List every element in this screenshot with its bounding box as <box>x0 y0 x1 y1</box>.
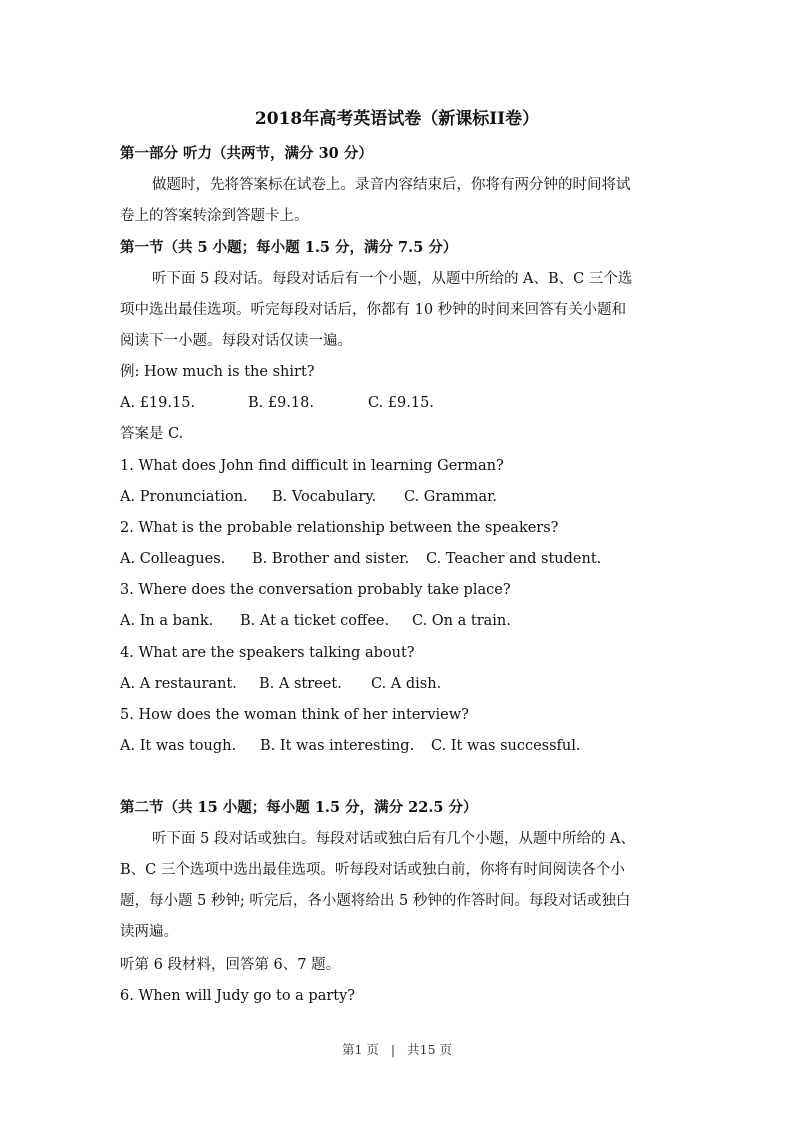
question-3-option-a: A. In a bank. <box>120 613 214 629</box>
question-2-option-c: C. Teacher and student. <box>426 551 602 567</box>
question-5-option-b: B. It was interesting. <box>260 738 415 754</box>
question-4-option-a: A. A restaurant. <box>120 676 237 692</box>
part1-heading: 第一部分 听力（共两节，满分 30 分） <box>120 145 373 162</box>
example-option-b: B. £9.18. <box>248 395 314 411</box>
question-2: 2. What is the probable relationship between the speakers? <box>120 520 559 536</box>
section2-heading: 第二节（共 15 小题；每小题 1.5 分，满分 22.5 分） <box>120 799 478 816</box>
question-2-option-b: B. Brother and sister. <box>252 551 410 567</box>
question-3-option-c: C. On a train. <box>412 613 511 629</box>
question-5-option-a: A. It was tough. <box>120 738 237 754</box>
section1-instruction-line-3: 阅读下一小题。每段对话仅读一遍。 <box>120 333 352 349</box>
section1-instruction-line-1: 听下面 5 段对话。每段对话后有一个小题，从题中所给的 A、B、C 三个选 <box>152 271 633 287</box>
question-4-option-b: B. A street. <box>259 676 342 692</box>
section2-instruction-line-3: 题，每小题 5 秒钟; 听完后，各小题将给出 5 秒钟的作答时间。每段对话或独白 <box>120 893 631 909</box>
question-6: 6. When will Judy go to a party? <box>120 988 356 1004</box>
example-question: 例: How much is the shirt? <box>120 364 315 380</box>
example-answer: 答案是 C. <box>120 426 184 442</box>
question-1-option-b: B. Vocabulary. <box>272 489 377 505</box>
page-footer <box>0 1040 794 1058</box>
question-1-option-a: A. Pronunciation. <box>120 489 248 505</box>
example-option-a: A. £19.15. <box>120 395 196 411</box>
part1-intro-line-2: 卷上的答案转涂到答题卡上。 <box>120 208 309 224</box>
question-1: 1. What does John find difficult in learning German? <box>120 458 504 474</box>
section1-instruction-line-2: 项中选出最佳选项。听完每段对话后，你都有 10 秒钟的时间来回答有关小题和 <box>120 302 627 318</box>
section2-instruction-line-4: 读两遍。 <box>120 924 178 940</box>
question-5: 5. How does the woman think of her interview? <box>120 707 469 723</box>
footer-separator: | <box>390 1042 396 1057</box>
material-6-instruction: 听第 6 段材料，回答第 6、7 题。 <box>120 957 341 973</box>
page-number-current: 第1 页 <box>341 1042 379 1057</box>
question-4: 4. What are the speakers talking about? <box>120 645 415 661</box>
question-5-option-c: C. It was successful. <box>431 738 581 754</box>
page-number-total: 共15 页 <box>407 1042 453 1057</box>
section2-instruction-line-1: 听下面 5 段对话或独白。每段对话或独白后有几个小题，从题中所给的 A、 <box>152 831 636 847</box>
question-3-option-b: B. At a ticket coffee. <box>240 613 390 629</box>
question-2-option-a: A. Colleagues. <box>120 551 226 567</box>
section1-heading: 第一节（共 5 小题；每小题 1.5 分，满分 7.5 分） <box>120 239 458 256</box>
question-3: 3. Where does the conversation probably take place? <box>120 582 511 598</box>
page-title: 2018年高考英语试卷（新课标II卷） <box>254 109 540 129</box>
part1-intro-line-1: 做题时，先将答案标在试卷上。录音内容结束后，你将有两分钟的时间将试 <box>152 177 631 193</box>
example-option-c: C. £9.15. <box>368 395 434 411</box>
section2-instruction-line-2: B、C 三个选项中选出最佳选项。听每段对话或独白前，你将有时间阅读各个小 <box>120 862 625 878</box>
question-1-option-c: C. Grammar. <box>404 489 498 505</box>
question-4-option-c: C. A dish. <box>371 676 442 692</box>
